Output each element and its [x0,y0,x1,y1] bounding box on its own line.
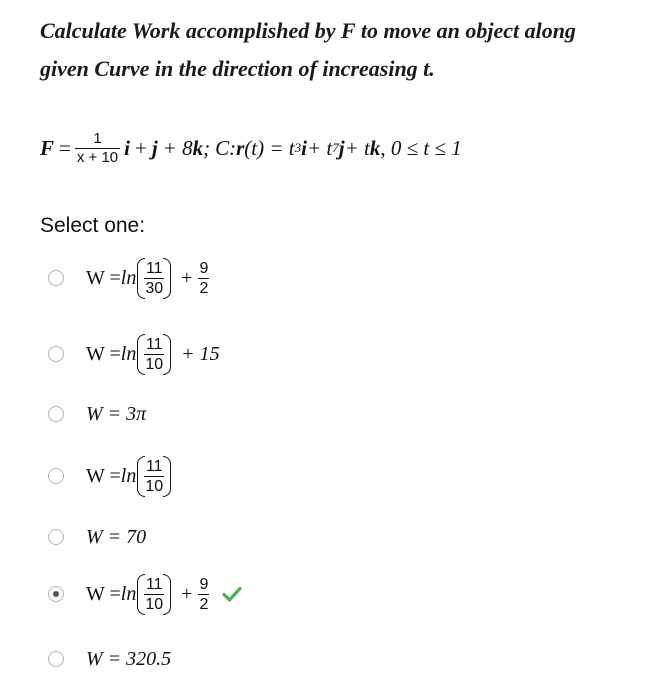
option-text [86,403,146,426]
answer-option-2[interactable] [48,329,220,379]
formula-i-2: i [301,135,307,160]
fraction-denominator: 10 [145,595,164,613]
formula-fraction [75,130,120,167]
fraction-numerator: 11 [145,457,163,475]
fraction-2 [197,573,210,616]
option-value: W = 3π [86,402,147,425]
ln-label: ln [120,582,137,605]
parentheses [137,257,171,300]
option-prefix: W = [86,582,121,605]
radio-button[interactable] [48,346,64,362]
formula-fraction-numerator: 1 [93,129,102,147]
fraction-denominator: 10 [145,477,164,495]
radio-button[interactable] [48,468,64,484]
formula-F: F [40,135,55,160]
formula-plus: + [134,135,147,160]
fraction-2-denominator: 2 [199,595,209,613]
option-text [86,455,171,498]
question-line-2: given Curve in the direction of increasing t. [40,56,435,81]
answer-option-4[interactable] [48,451,171,501]
plus-sign: + [181,266,193,289]
problem-formula [40,118,462,178]
fraction-2 [197,257,210,300]
formula-curve-label: C: [215,135,237,160]
radio-button[interactable] [48,270,64,286]
parentheses [137,455,171,498]
answer-option-5[interactable] [48,512,146,562]
formula-fraction-denominator: x + 10 [76,148,119,166]
fraction-2-denominator: 2 [199,279,209,297]
fraction-numerator: 11 [145,575,163,593]
correct-check-icon [222,586,242,602]
option-text [86,526,146,549]
option-text [86,257,210,300]
parentheses [137,573,171,616]
fraction-2-numerator: 9 [199,575,209,593]
formula-equals: = [59,135,71,160]
radio-button-selected[interactable] [48,586,64,602]
formula-plus-tk: + t [344,135,370,160]
fraction-2-numerator: 9 [199,259,209,277]
ln-label: ln [120,342,137,365]
plus-sign: + [181,582,193,605]
ln-label: ln [120,266,137,289]
option-prefix: W = [86,266,121,289]
option-text [86,648,171,671]
question-line-1: Calculate Work accomplished by F to move an object along [40,18,576,43]
formula-exponent-3: 3 [294,140,302,155]
formula-plus-t: + t [306,135,333,160]
answer-option-1[interactable] [48,253,210,303]
answer-option-6[interactable] [48,569,242,619]
option-text [86,333,220,376]
formula-j-2: j [338,135,345,160]
formula-r: r [236,135,245,160]
radio-selected-dot [53,591,59,597]
fraction-numerator: 11 [145,335,163,353]
formula-range: , 0 ≤ t ≤ 1 [380,135,462,160]
fraction [143,455,165,498]
formula-k-2: k [369,135,381,160]
option-suffix: + 15 [181,342,220,365]
option-prefix: W = [86,464,121,487]
option-value: W = 320.5 [86,647,172,670]
formula-r-of-t: (t) = t [244,135,295,160]
formula-exponent-7: 7 [332,140,339,155]
select-one-label: Select one: [40,214,146,237]
option-prefix: W = [86,342,121,365]
radio-button[interactable] [48,529,64,545]
formula-semicolon: ; [203,135,211,160]
fraction-denominator: 30 [145,279,164,297]
formula-j: j [151,135,158,160]
fraction [143,333,165,376]
fraction-numerator: 11 [145,259,163,277]
answer-option-3[interactable] [48,389,146,439]
question-text [40,12,630,88]
formula-k: k [192,135,204,160]
option-text [86,573,210,616]
ln-label: ln [120,464,137,487]
radio-button[interactable] [48,651,64,667]
fraction-denominator: 10 [145,355,164,373]
radio-button[interactable] [48,406,64,422]
option-value: W = 70 [86,525,147,548]
answer-option-7[interactable] [48,634,171,684]
formula-plus-8: + 8 [162,135,193,160]
parentheses [137,333,171,376]
fraction [143,257,165,300]
fraction [143,573,165,616]
formula-i: i [124,135,130,160]
